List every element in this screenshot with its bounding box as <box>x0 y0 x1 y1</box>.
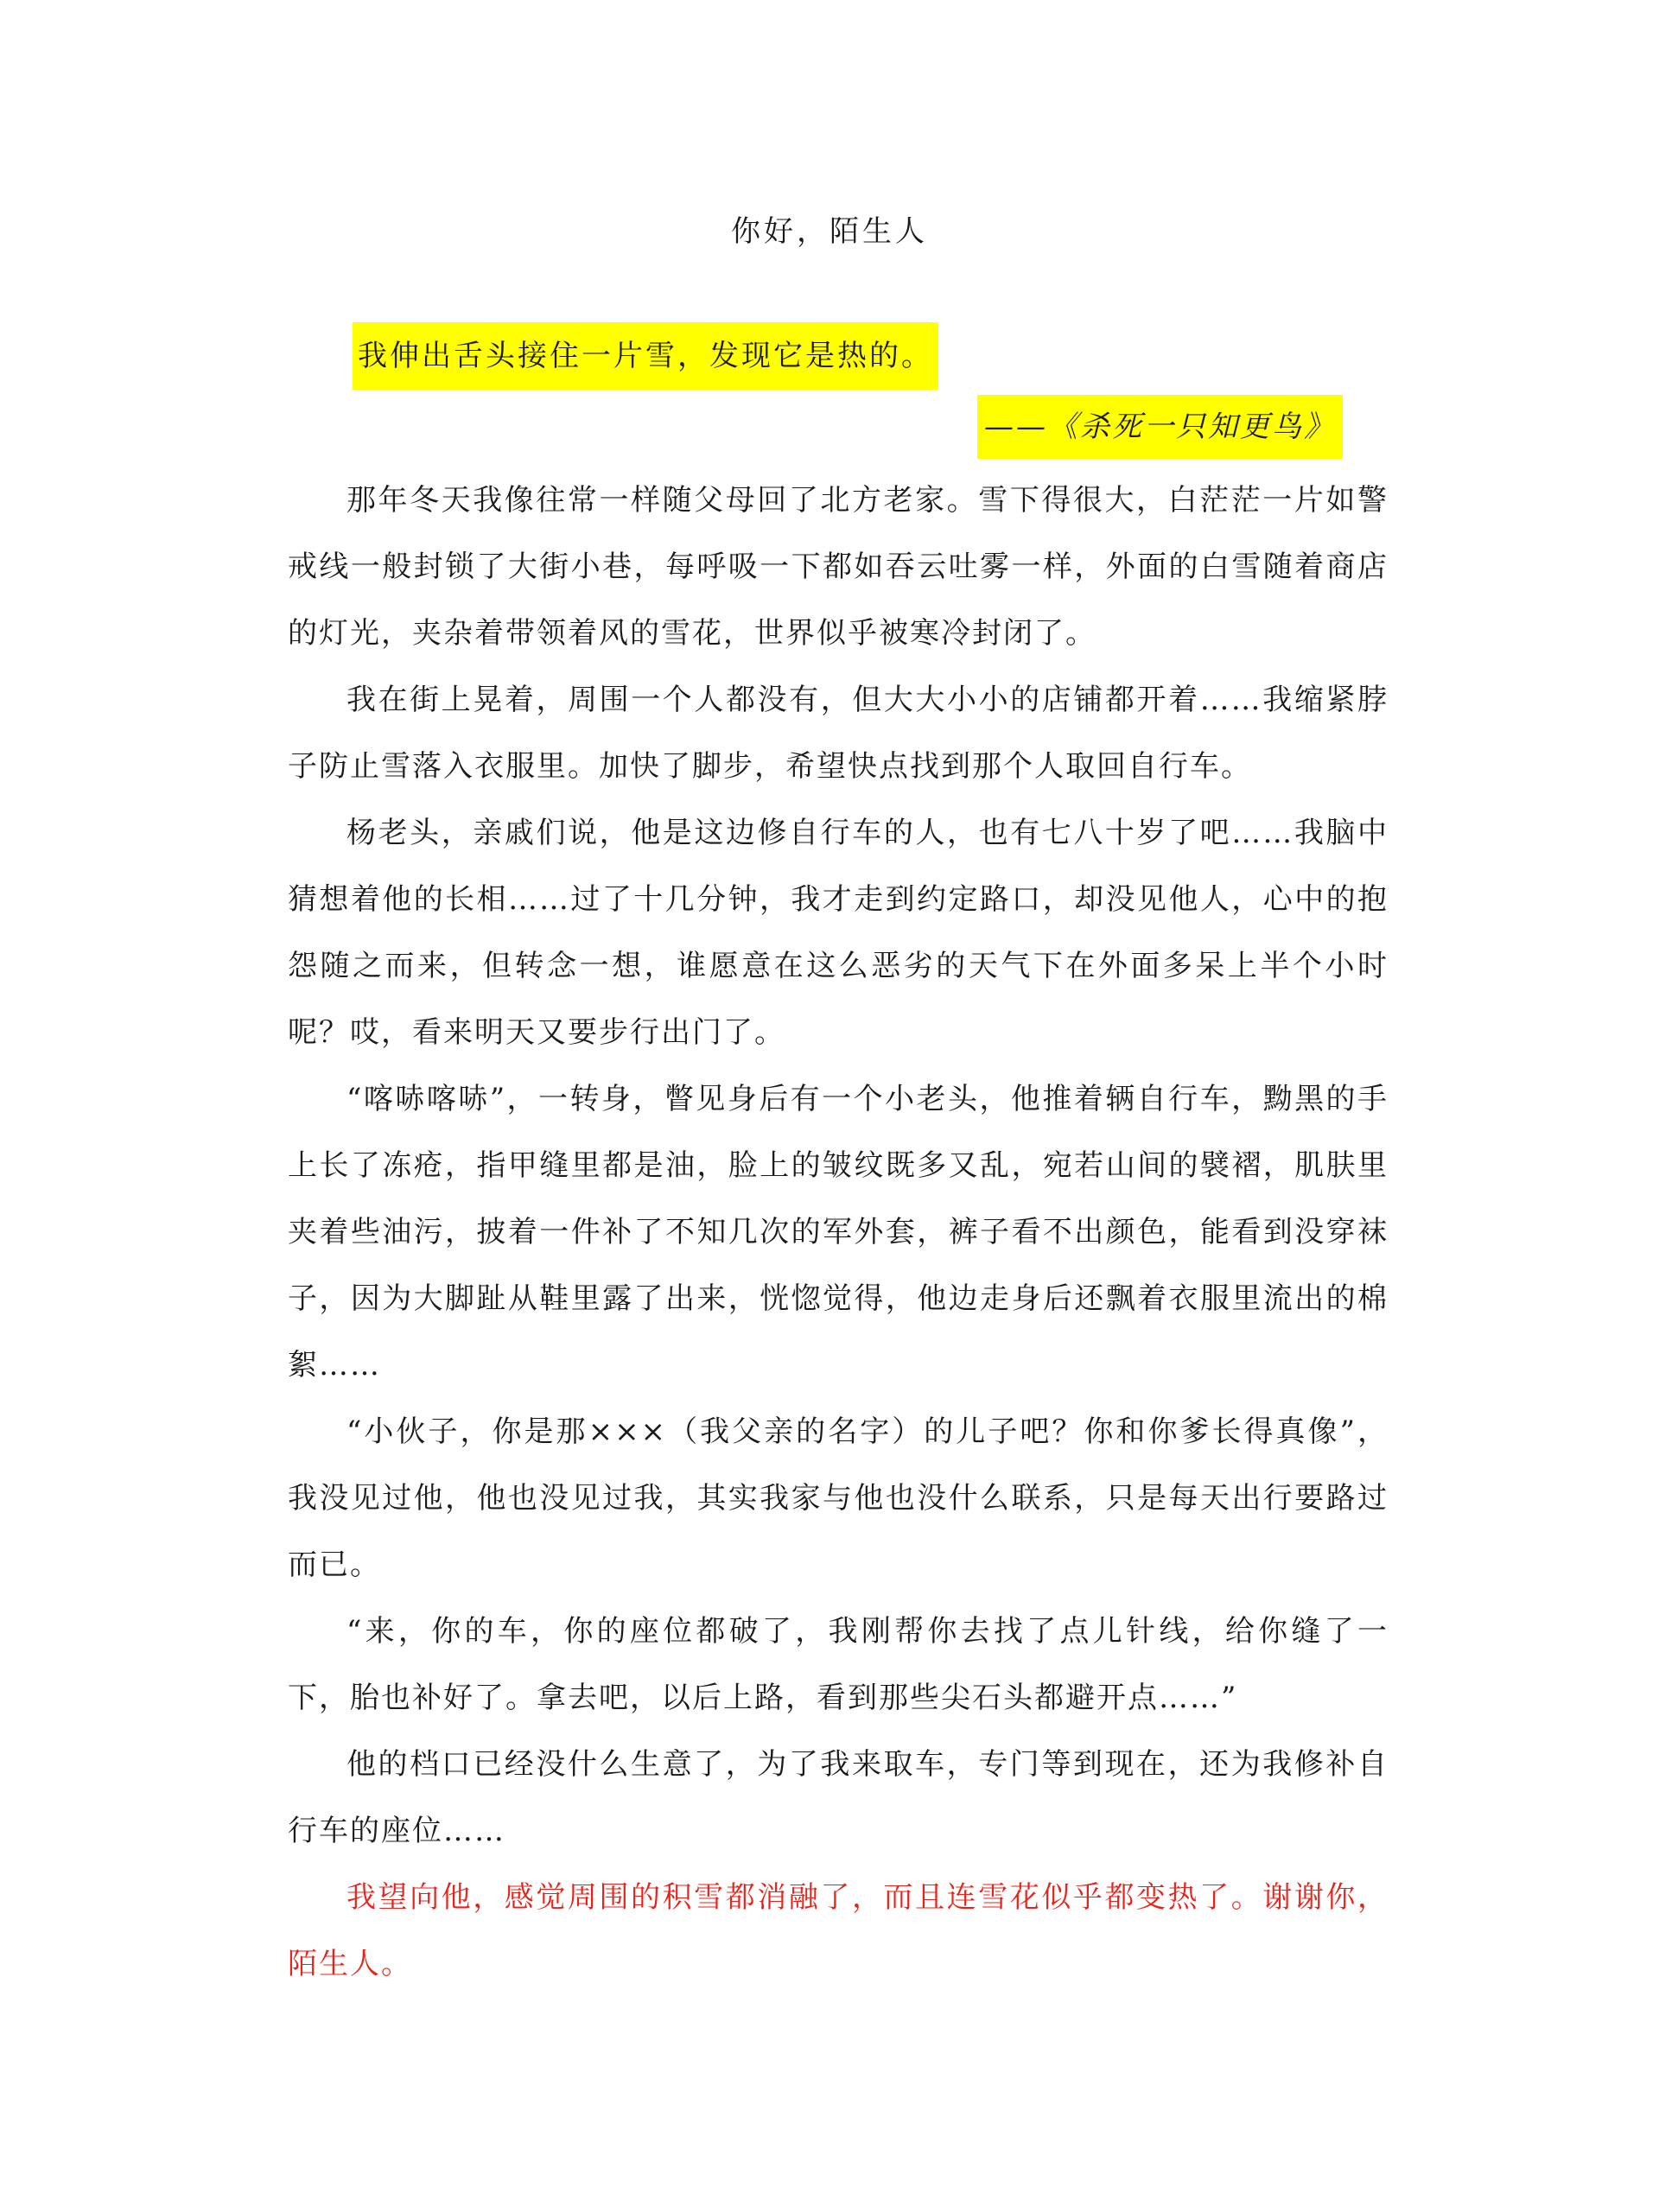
paragraph: 杨老头，亲戚们说，他是这边修自行车的人，也有七八十岁了吧……我脑中猜想着他的长相……过了十几分钟，我才走到约定路口，却没见他人，心中的抱怨随之而来，但转念一想，谁愿意在这么恶劣的天气下在外面多呆上半个小时呢？哎，看来明天又要步行出门了。 <box>288 816 1389 1050</box>
paragraph: 他的档口已经没什么生意了，为了我来取车，专门等到现在，还为我修补自行车的座位…… <box>288 1747 1389 1848</box>
document-body <box>288 467 1389 1998</box>
paragraph: “喀哧喀哧”，一转身，瞥见身后有一个小老头，他推着辆自行车，黝黑的手上长了冻疮，指甲缝里都是油，脸上的皱纹既多又乱，宛若山间的襞褶，肌肤里夹着些油污，披着一件补了不知几次的军外套，裤子看不出颜色，能看到没穿袜子，因为大脚趾从鞋里露了出来，恍惚觉得，他边走身后还飘着衣服里流出的棉絮…… <box>288 1082 1389 1382</box>
paragraph: 我在街上晃着，周围一个人都没有，但大大小小的店铺都开着……我缩紧脖子防止雪落入衣服里。加快了脚步，希望快点找到那个人取回自行车。 <box>288 683 1389 784</box>
paragraph: “来，你的车，你的座位都破了，我刚帮你去找了点儿针线，给你缝了一下，胎也补好了。拿去吧，以后上路，看到那些尖石头都避开点……” <box>288 1614 1389 1715</box>
closing-paragraph: 我望向他，感觉周围的积雪都消融了，而且连雪花似乎都变热了。谢谢你，陌生人。 <box>288 1880 1389 1981</box>
epigraph-source: ——《杀死一只知更鸟》 <box>977 395 1343 459</box>
document-title: 你好，陌生人 <box>731 214 928 249</box>
epigraph-quote: 我伸出舌头接住一片雪，发现它是热的。 <box>353 322 938 390</box>
paragraph: “小伙子，你是那×××（我父亲的名字）的儿子吧？你和你爹长得真像”，我没见过他，他也没见过我，其实我家与他也没什么联系，只是每天出行要路过而已。 <box>288 1414 1389 1582</box>
paragraph: 那年冬天我像往常一样随父母回了北方老家。雪下得很大，白茫茫一片如警戒线一般封锁了大街小巷，每呼吸一下都如吞云吐雾一样，外面的白雪随着商店的灯光，夹杂着带领着风的雪花，世界似乎被寒冷封闭了。 <box>288 483 1389 651</box>
